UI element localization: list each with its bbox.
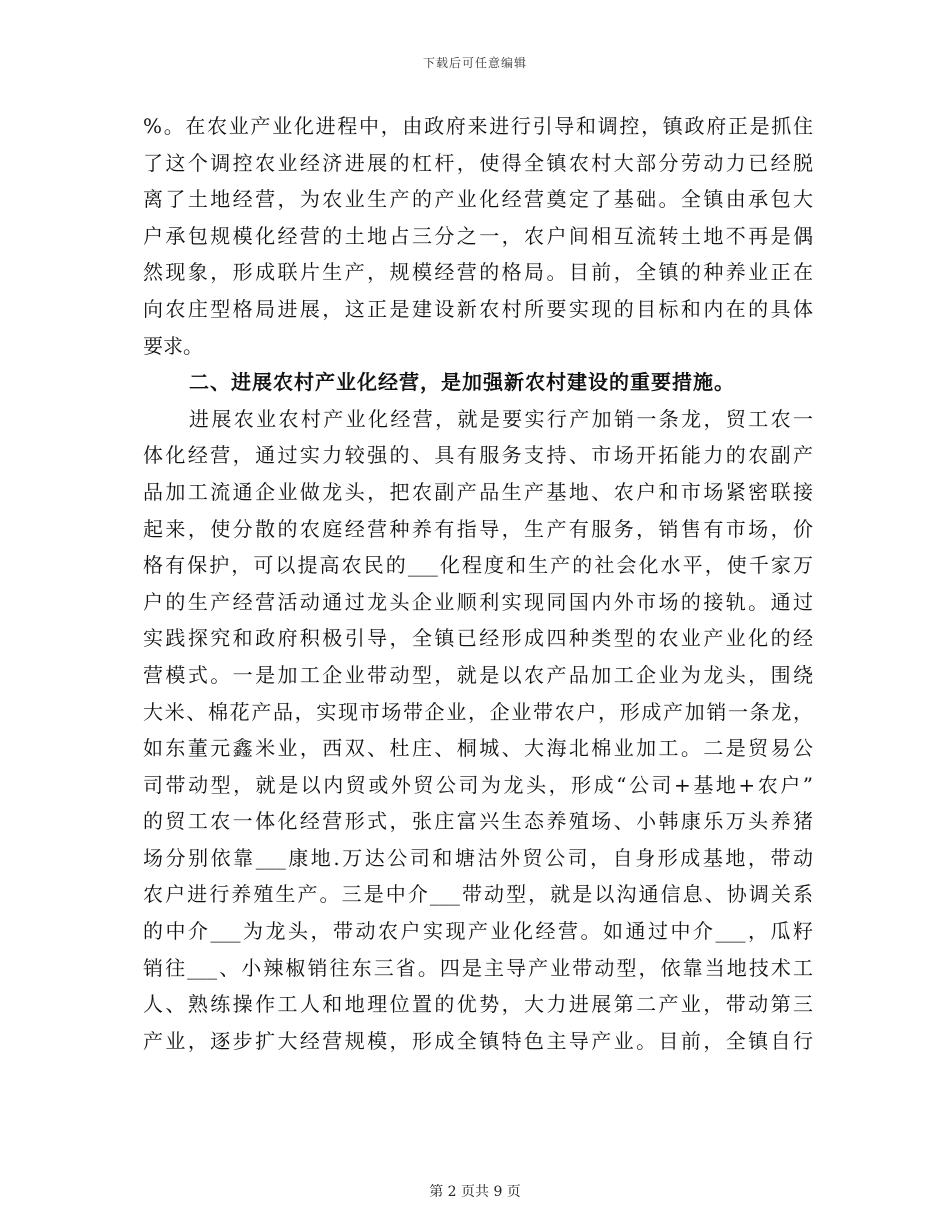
text-line: 了这个调控农业经济进展的杠杆，使得全镇农村大部分劳动力已经脱 [143,150,813,175]
text-line: 营模式。一是加工企业带动型，就是以农产品加工企业为龙头，围绕 [143,662,813,687]
text-line: %。在农业产业化进程中，由政府来进行引导和调控，镇政府正是抓住 [143,114,813,138]
text-line: 产业，逐步扩大经营规模，形成全镇特色主导产业。目前，全镇自行 [143,1028,813,1053]
text-line: 如东董元鑫米业，西双、杜庄、桐城、大海北棉业加工。二是贸易公 [143,736,813,761]
text-line: 起来，使分散的农庭经营种养有指导，生产有服务，销售有市场，价 [143,516,813,541]
text-line: 向农庄型格局进展，这正是建设新农村所要实现的目标和内在的具体 [143,296,813,321]
text-line: 进展农业农村产业化经营，就是要实行产加销一条龙，贸工农一 [189,406,813,431]
section-heading: 二、进展农村产业化经营，是加强新农村建设的重要措施。 [189,370,735,395]
text-line: 大米、棉花产品，实现市场带企业，企业带农户，形成产加销一条龙， [143,699,813,724]
text-line: 场分别依靠___康地.万达公司和塘沽外贸公司，自身形成基地，带动 [143,845,813,870]
text-line: 体化经营，通过实力较强的、具有服务支持、市场开拓能力的农副产 [143,443,813,468]
text-line: 的贸工农一体化经营形式，张庄富兴生态养殖场、小韩康乐万头养猪 [143,809,813,834]
paragraph-2 [143,401,813,1060]
text-line: 离了土地经营，为农业生产的产业化经营奠定了基础。全镇由承包大 [143,187,813,212]
text-line: 户的生产经营活动通过龙头企业顺利实现同国内外市场的接轨。通过 [143,589,813,614]
text-line: 的中介___为龙头，带动农户实现产业化经营。如通过中介___，瓜籽 [143,919,813,944]
text-line: 销往___、小辣椒销往东三省。四是主导产业带动型，依靠当地技术工 [143,955,813,980]
text-line: 司带动型，就是以内贸或外贸公司为龙头，形成“公司+基地+农户” [143,772,813,797]
text-line: 户承包规模化经营的土地占三分之一，农户间相互流转土地不再是偶 [143,223,813,248]
paragraph-1 [143,108,813,364]
document-body [143,108,813,1059]
page-header: 下载后可任意编辑 [422,56,527,70]
text-line: 品加工流通企业做龙头，把农副产品生产基地、农户和市场紧密联接 [143,479,813,504]
text-line: 然现象，形成联片生产，规模经营的格局。目前，全镇的种养业正在 [143,260,813,285]
text-line: 格有保护，可以提高农民的___化程度和生产的社会化水平，使千家万 [143,553,813,578]
page-number: 第 2 页共 9 页 [429,1184,521,1200]
text-line: 要求。 [143,333,203,358]
text-line: 实践探究和政府积极引导，全镇已经形成四种类型的农业产业化的经 [143,626,813,651]
text-line: 人、熟练操作工人和地理位置的优势，大力进展第二产业，带动第三 [143,992,813,1017]
text-line: 农户进行养殖生产。三是中介___带动型，就是以沟通信息、协调关系 [143,882,813,907]
